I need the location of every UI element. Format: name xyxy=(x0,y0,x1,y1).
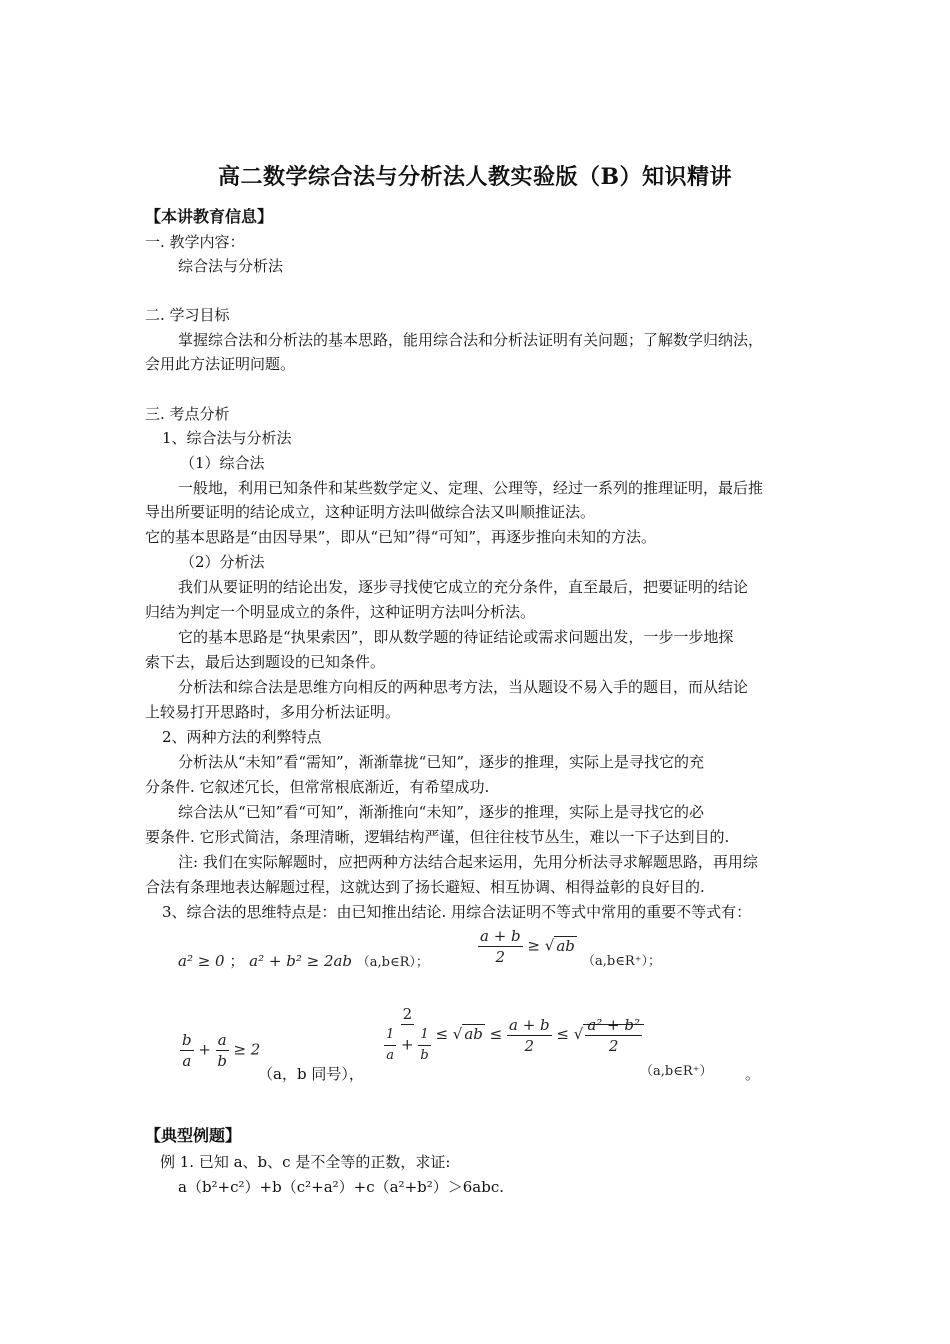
paragraph-line: 要条件. 它形式简洁，条理清晰，逻辑结构严谨，但往往枝节丛生，难以一下子达到目的. xyxy=(145,828,730,846)
paragraph-line: 合法有条理地表达解题过程，这就达到了扬长避短、相互协调、相得益彰的良好目的. xyxy=(145,878,705,896)
document-title: 高二数学综合法与分析法人教实验版（B）知识精讲 xyxy=(217,164,733,190)
formula-end-mark: 。 xyxy=(745,1065,761,1083)
s3-heading: 三. 考点分析 xyxy=(145,405,230,423)
p1-subheading: （1）综合法 xyxy=(180,454,265,472)
section-info-heading: 【本讲教育信息】 xyxy=(145,207,274,226)
formula-mean-chain: 2 $\frac{1}{a}$ + $\frac{1}{b}$ ≤ √ ab ≤ $\frac{a + b}{2}$ ≤ √ $\frac{\text{a² + b²}}{2}$ xyxy=(384,1004,644,1066)
s2-heading: 二. 学习目标 xyxy=(145,306,230,324)
paragraph-line: 归结为判定一个明显成立的条件，这种证明方法叫分析法。 xyxy=(145,603,536,621)
p1-heading: 1、综合法与分析法 xyxy=(162,429,292,447)
formula-a-squared: a² ≥ 0 ； a² + b² ≥ 2ab （a,b∈R）； xyxy=(178,952,429,970)
paragraph-line: 我们从要证明的结论出发，逐步寻找使它成立的充分条件，直至最后，把要证明的结论 xyxy=(178,578,749,596)
paragraph-line: 一般地，利用已知条件和某些数学定义、定理、公理等，经过一系列的推理证明，最后推 xyxy=(178,479,764,497)
s2-body-line: 掌握综合法和分析法的基本思路，能用综合法和分析法证明有关问题；了解数学归纳法， xyxy=(178,331,764,349)
paragraph-line: 分析法和综合法是思维方向相反的两种思考方法，当从题设不易入手的题目，而从结论 xyxy=(178,678,749,696)
p3-heading: 3、综合法的思维特点是：由已知推出结论. 用综合法证明不等式中常用的重要不等式有： xyxy=(162,903,752,921)
paragraph-line: 分析法从“未知”看“需知”，渐渐靠拢“已知”，逐步的推理，实际上是寻找它的充 xyxy=(178,753,705,771)
formula-condition-rplus: （a,b∈R⁺）； xyxy=(582,954,661,969)
s1-body: 综合法与分析法 xyxy=(178,257,284,275)
paragraph-line: 导出所要证明的结论成立，这种证明方法叫做综合法又叫顺推证法。 xyxy=(145,503,596,521)
paragraph-line: 上较易打开思路时，多用分析法证明。 xyxy=(145,703,401,721)
paragraph-line: 它的基本思路是“执果索因”，即从数学题的待证结论或需求问题出发，一步一步地探 xyxy=(178,628,734,646)
formula-am-gm: $\frac{a + b}{2}$ ≥ √ ab xyxy=(480,927,575,966)
example-1-formula: a（b²+c²）+b（c²+a²）+c（a²+b²）＞6abc. xyxy=(178,1178,505,1196)
p1-subheading: （2）分析法 xyxy=(180,553,265,571)
formula-condition-rplus-2: （a,b∈R⁺） xyxy=(640,1064,713,1079)
paragraph-line: 分条件. 它叙述冗长，但常常根底渐近，有希望成功. xyxy=(145,778,490,796)
formula-note: （a，b 同号）， xyxy=(258,1065,364,1083)
example-1-text: 例 1. 已知 a、b、c 是不全等的正数，求证: xyxy=(160,1153,451,1171)
examples-heading: 【典型例题】 xyxy=(145,1126,242,1145)
s2-body-line: 会用此方法证明问题。 xyxy=(145,355,296,373)
paragraph-line: 索下去，最后达到题设的已知条件。 xyxy=(145,653,386,671)
paragraph-line: 综合法从“已知”看“可知”，渐渐推向“未知”，逐步的推理，实际上是寻找它的必 xyxy=(178,803,705,821)
paragraph-line: 它的基本思路是“由因导果”，即从“已知”得“可知”，再逐步推向未知的方法。 xyxy=(145,528,657,546)
s1-heading: 一. 教学内容： xyxy=(145,233,245,251)
p2-heading: 2、两种方法的利弊特点 xyxy=(162,728,322,746)
paragraph-line: 注: 我们在实际解题时，应把两种方法结合起来运用，先用分析法寻求解题思路，再用综 xyxy=(178,853,758,871)
formula-b-over-a: $\frac{b}{a}$ + $\frac{a}{b}$ ≥ 2 xyxy=(182,1031,261,1070)
